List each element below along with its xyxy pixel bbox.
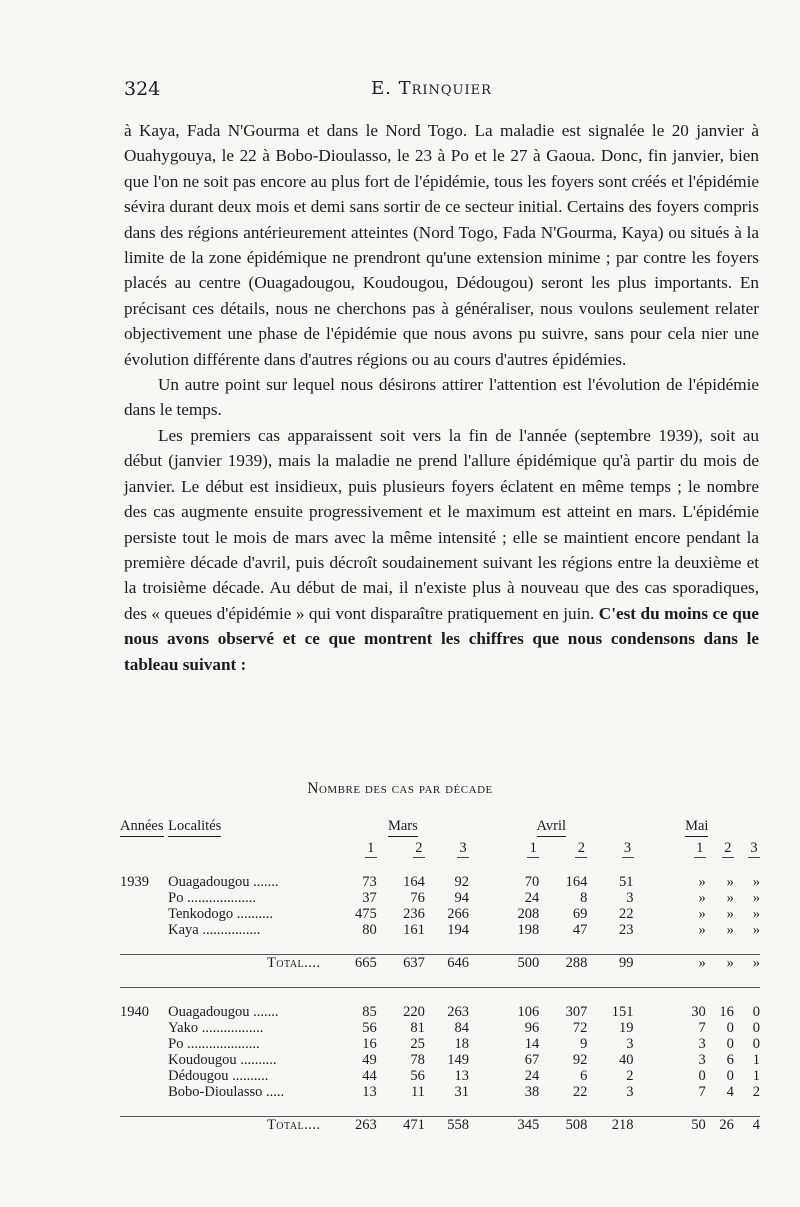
table-row [120, 1052, 760, 1068]
table-rule [120, 938, 760, 955]
case-count-cell: 8 [580, 890, 588, 906]
table-header-row [120, 818, 760, 840]
case-count-cell: 73 [362, 874, 377, 890]
decade-label: 2 [575, 840, 587, 858]
body-text [124, 118, 759, 677]
locality-cell: Yako ................. [168, 1020, 264, 1036]
case-count-cell: » [698, 906, 706, 922]
month-header-mars: Mars [388, 818, 418, 837]
total-row [120, 955, 760, 972]
table-rule [120, 1100, 760, 1117]
paragraph-3 [124, 423, 759, 677]
case-count-cell: 18 [454, 1036, 470, 1052]
case-count-cell: 1 [752, 1068, 760, 1084]
case-count-cell: 22 [619, 906, 634, 922]
total-cell: 637 [403, 955, 425, 971]
table-row [120, 1036, 760, 1052]
case-count-cell: 16 [719, 1004, 734, 1020]
cases-table [120, 818, 760, 1133]
month-header-mai: Mai [685, 818, 708, 837]
case-count-cell: 2 [626, 1068, 634, 1084]
case-count-cell: 70 [524, 874, 540, 890]
case-count-cell: 4 [726, 1084, 734, 1100]
decade-label: 2 [722, 840, 734, 858]
case-count-cell: 56 [362, 1020, 377, 1036]
table-body [120, 874, 760, 1133]
total-cell: 500 [517, 955, 540, 971]
case-count-cell: 92 [454, 874, 470, 890]
case-count-cell: 3 [698, 1036, 706, 1052]
case-count-cell: » [726, 906, 734, 922]
month-header-avril: Avril [537, 818, 567, 837]
case-count-cell: 164 [403, 874, 425, 890]
case-count-cell: 3 [626, 1036, 634, 1052]
case-count-cell: 31 [454, 1084, 470, 1100]
case-count-cell: 92 [572, 1052, 588, 1068]
total-cell: 99 [619, 955, 634, 971]
case-count-cell: 263 [447, 1004, 470, 1020]
col-header-years: Années [120, 818, 164, 837]
case-count-cell: 3 [626, 1084, 634, 1100]
locality-cell: Kaya ................ [168, 922, 261, 938]
year-cell [120, 1084, 168, 1100]
case-count-cell: 69 [572, 906, 588, 922]
case-count-cell: 1 [752, 1052, 760, 1068]
case-count-cell: 16 [362, 1036, 377, 1052]
year-cell [120, 1052, 168, 1068]
case-count-cell: » [726, 890, 734, 906]
case-count-cell: » [726, 874, 734, 890]
year-cell [120, 906, 168, 922]
total-cell: 50 [691, 1117, 706, 1133]
case-count-cell: 96 [524, 1020, 540, 1036]
case-count-cell: 81 [410, 1020, 425, 1036]
total-cell: » [726, 955, 734, 971]
total-cell: » [698, 955, 706, 971]
case-count-cell: » [726, 922, 734, 938]
case-count-cell: 80 [362, 922, 377, 938]
case-count-cell: 11 [410, 1084, 425, 1100]
decade-label: 3 [457, 840, 469, 858]
case-count-cell: 151 [611, 1004, 634, 1020]
case-count-cell: 24 [524, 890, 540, 906]
total-cell: 26 [719, 1117, 734, 1133]
case-count-cell: » [752, 906, 760, 922]
total-cell: 471 [403, 1117, 425, 1133]
locality-cell: Koudougou .......... [168, 1052, 277, 1068]
case-count-cell: 30 [691, 1004, 706, 1020]
case-count-cell: 47 [572, 922, 588, 938]
total-cell: 508 [565, 1117, 588, 1133]
table-rule [120, 971, 760, 988]
table-row [120, 890, 760, 906]
case-count-cell: 106 [517, 1004, 540, 1020]
case-count-cell: » [698, 922, 706, 938]
case-count-cell: 84 [454, 1020, 470, 1036]
total-cell: 263 [355, 1117, 377, 1133]
case-count-cell: 13 [362, 1084, 377, 1100]
table-row [120, 874, 760, 890]
year-cell: 1939 [120, 874, 149, 890]
case-count-cell: 307 [565, 1004, 588, 1020]
locality-cell: Po ................... [168, 890, 256, 906]
case-count-cell: » [752, 922, 760, 938]
locality-cell: Tenkodogo .......... [168, 906, 274, 922]
running-title: E. Trinquier [371, 78, 492, 99]
case-count-cell: 164 [565, 874, 588, 890]
case-count-cell: 3 [698, 1052, 706, 1068]
case-count-cell: 2 [752, 1084, 760, 1100]
case-count-cell: 38 [524, 1084, 540, 1100]
case-count-cell: 6 [726, 1052, 734, 1068]
paragraph-3-bold: C'est du moins ce que nous avons observé et ce que montrent les chiffres que nous condensons dans le tableau suivant : [124, 603, 760, 674]
case-count-cell: 51 [619, 874, 634, 890]
decade-label: 3 [622, 840, 634, 858]
total-cell: » [752, 955, 760, 971]
case-count-cell: 220 [403, 1004, 425, 1020]
table-title: Nombre des cas par décade [307, 780, 493, 797]
year-cell [120, 1068, 168, 1084]
case-count-cell: 0 [752, 1020, 760, 1036]
case-count-cell: 67 [524, 1052, 540, 1068]
locality-cell: Po .................... [168, 1036, 260, 1052]
case-count-cell: » [752, 874, 760, 890]
case-count-cell: 49 [362, 1052, 377, 1068]
case-count-cell: 0 [698, 1068, 706, 1084]
case-count-cell: 7 [698, 1084, 706, 1100]
case-count-cell: 94 [454, 890, 470, 906]
year-cell [120, 890, 168, 906]
case-count-cell: 6 [580, 1068, 588, 1084]
total-cell: 218 [611, 1117, 634, 1133]
locality-cell: Ouagadougou ....... [168, 1004, 279, 1020]
case-count-cell: 78 [410, 1052, 425, 1068]
total-cell: 288 [565, 955, 588, 971]
decade-label: 3 [748, 840, 760, 858]
total-label: Total.... [266, 955, 321, 971]
table-row [120, 1004, 760, 1020]
case-count-cell: 44 [362, 1068, 377, 1084]
case-count-cell: 475 [355, 906, 377, 922]
col-header-localities: Localités [168, 818, 221, 837]
table-row [120, 1068, 760, 1084]
case-count-cell: 0 [752, 1004, 760, 1020]
total-label: Total.... [266, 1117, 321, 1133]
decade-label: 1 [694, 840, 706, 858]
case-count-cell: 76 [410, 890, 425, 906]
locality-cell: Ouagadougou ....... [168, 874, 279, 890]
decade-header-row [120, 840, 760, 858]
case-count-cell: 3 [626, 890, 634, 906]
year-cell: 1940 [120, 1004, 149, 1020]
total-cell: 558 [447, 1117, 470, 1133]
decade-label: 1 [527, 840, 539, 858]
total-cell: 646 [447, 955, 470, 971]
case-count-cell: 0 [726, 1036, 734, 1052]
total-row [120, 1117, 760, 1134]
locality-cell: Bobo-Dioulasso ..... [168, 1084, 285, 1100]
total-cell: 345 [517, 1117, 540, 1133]
case-count-cell: 9 [580, 1036, 588, 1052]
case-count-cell: 25 [410, 1036, 425, 1052]
case-count-cell: 19 [619, 1020, 634, 1036]
case-count-cell: » [698, 890, 706, 906]
decade-label: 1 [365, 840, 377, 858]
case-count-cell: 0 [752, 1036, 760, 1052]
year-cell [120, 922, 168, 938]
table-row [120, 922, 760, 938]
page-number: 324 [124, 78, 161, 100]
paragraph-1: à Kaya, Fada N'Gourma et dans le Nord Togo. La maladie est signalée le 20 janvier à Ouahygouya, le 22 à Bobo-Dioulasso, le 23 à Po et le 27 à Gaoua. Donc, fin janvier, bien que l'on ne soit pas encore au plus fort de l'épidémie, tous les foyers sont créés et l'épidémie sévira durant deux mois et demi sans sortir de ce secteur initial. Certains des foyers compris dans des régions antérieurement atteintes (Nord Togo, Fada N'Gourma, Kaya) ou situés à la limite de la zone épidémique ne prendront qu'une extension minime ; par contre les foyers placés au centre (Ouagadougou, Koudougou, Dédougou) seront les plus importants. En précisant ces détails, nous ne cherchons pas à généraliser, nous voulons seulement relater objectivement une phase de l'épidémie que nous avons pu suivre, sans pour cela nier une évolution différente dans d'autres régions ou au cours d'autres épidémies. [124, 121, 759, 369]
case-count-cell: » [698, 874, 706, 890]
table-row [120, 906, 760, 922]
case-count-cell: 85 [362, 1004, 377, 1020]
case-count-cell: 13 [454, 1068, 470, 1084]
decade-label: 2 [413, 840, 425, 858]
case-count-cell: 194 [447, 922, 470, 938]
total-cell: 665 [355, 955, 377, 971]
case-count-cell: 266 [447, 906, 470, 922]
case-count-cell: 23 [619, 922, 634, 938]
case-count-cell: 0 [726, 1068, 734, 1084]
case-count-cell: 40 [619, 1052, 634, 1068]
table-row [120, 1020, 760, 1036]
year-cell [120, 1020, 168, 1036]
case-count-cell: 161 [403, 922, 425, 938]
case-count-cell: 72 [572, 1020, 588, 1036]
paragraph-2: Un autre point sur lequel nous désirons attirer l'attention est l'évolution de l'épidémie dans le temps. [124, 375, 759, 420]
locality-cell: Dédougou .......... [168, 1068, 269, 1084]
case-count-cell: 37 [362, 890, 377, 906]
case-count-cell: » [752, 890, 760, 906]
case-count-cell: 22 [572, 1084, 588, 1100]
running-header [0, 78, 800, 102]
case-count-cell: 24 [524, 1068, 540, 1084]
case-count-cell: 198 [517, 922, 540, 938]
case-count-cell: 7 [698, 1020, 706, 1036]
case-count-cell: 208 [517, 906, 540, 922]
case-count-cell: 149 [447, 1052, 470, 1068]
case-count-cell: 14 [524, 1036, 540, 1052]
case-count-cell: 236 [403, 906, 425, 922]
table-row [120, 1084, 760, 1100]
case-count-cell: 56 [410, 1068, 425, 1084]
paragraph-3-text: Les premiers cas apparaissent soit vers la fin de l'année (septembre 1939), soit au début (janvier 1939), mais la maladie ne prend l'allure épidémique qu'à partir du mois de janvier. Le début est insidieux, puis plusieurs foyers éclatent en même temps ; le nombre des cas augmente ensuite progressivement et le maximum est atteint en mars. L'épidémie persiste tout le mois de mars avec la même intensité ; elle se maintient encore pendant la première décade d'avril, puis décroît soudainement suivant les régions entre la deuxième et la troisième décade. Au début de mai, il n'existe plus à nouveau que des cas sporadiques, des « queues d'épidémie » qui vont disparaître pratiquement en juin. [124, 425, 759, 623]
case-count-cell: 0 [726, 1020, 734, 1036]
total-cell: 4 [752, 1117, 760, 1133]
year-cell [120, 1036, 168, 1052]
